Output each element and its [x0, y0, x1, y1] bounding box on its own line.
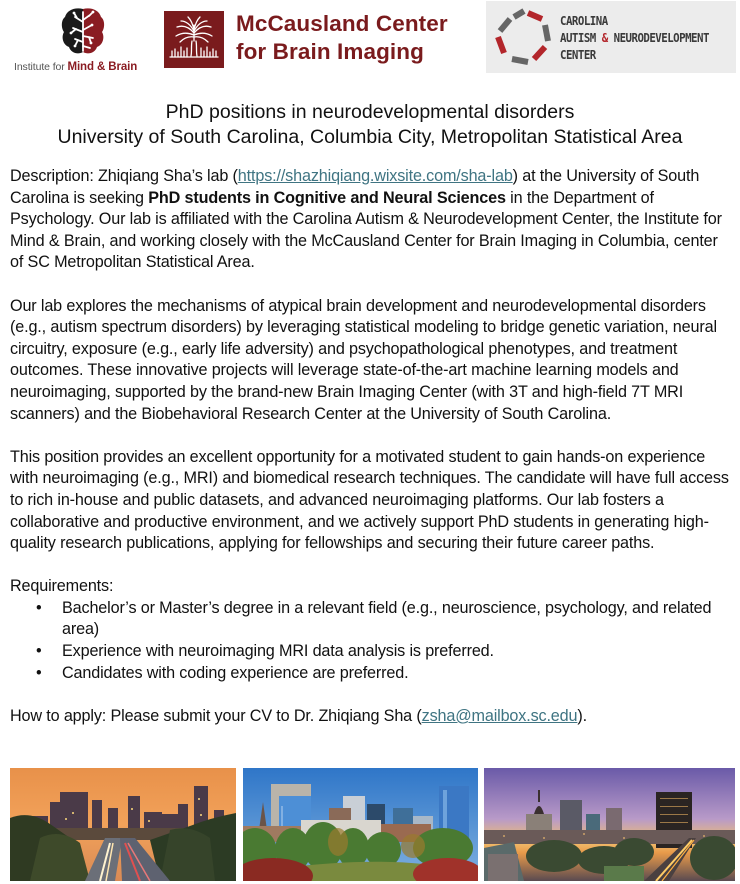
- opportunity-paragraph: This position provides an excellent opportunity for a motivated student to gain hands-on experience with neuroimaging (e.g., MRI) and biomedical research techniques. The candidate will have full access to rich in-house and public datasets, and advanced neuroimaging platforms. Our lab fosters a collaborative and productive environment, and we actively support PhD students in generating high-quality research publications, applying for fellowships and securing their future career paths.: [10, 447, 729, 553]
- title-line1: PhD positions in neurodevelopmental disorders: [165, 101, 575, 123]
- requirement-text: Candidates with coding experience are preferred.: [62, 663, 409, 682]
- email-link[interactable]: zsha@mailbox.sc.edu: [421, 706, 578, 725]
- document-body: [10, 166, 735, 749]
- lab-website-link[interactable]: https://shazhiqiang.wixsite.com/sha-lab: [237, 167, 513, 185]
- cand-line3: CENTER: [560, 47, 596, 62]
- requirement-text: Experience with neuroimaging MRI data analysis is preferred.: [62, 642, 494, 661]
- requirement-text: Bachelor’s or Master’s degree in a relevant field (e.g., neuroscience, psychology, and related area): [62, 598, 712, 639]
- bullet-icon: •: [36, 642, 42, 661]
- mccausland-center-logo: [164, 11, 474, 69]
- carolina-autism-wordmark: [560, 12, 709, 63]
- palmetto-tree-icon: [164, 11, 224, 68]
- mccausland-line1: McCausland Center: [236, 11, 448, 36]
- cand-line1: CAROLINA: [560, 13, 608, 28]
- institute-emphasis: Mind & Brain: [67, 61, 138, 73]
- photo-strip: [0, 768, 740, 882]
- bullet-icon: •: [36, 663, 42, 682]
- requirement-item: [10, 663, 735, 685]
- title-line2: University of South Carolina, Columbia City, Metropolitan Statistical Area: [57, 126, 683, 148]
- description-paragraph: [10, 166, 735, 274]
- apply-paragraph: [10, 706, 735, 728]
- description-prefix: Description: Zhiqiang Sha’s lab (: [10, 167, 238, 185]
- page-title: [0, 100, 740, 150]
- cand-line2-part1: AUTISM: [560, 30, 602, 45]
- research-paragraph: Our lab explores the mechanisms of atypical brain development and neurodevelopmental disorders (e.g., autism spectrum disorders) by leveraging statistical modeling to bridge genetic variation, neural circuitry, exposure (e.g., early life adversity) and psychopathological phenotypes, and treatment outcomes. These innovative projects will leverage state-of-the-art machine learning models and neuroimaging, supported by the brand-new Brain Imaging Center (with 3T and high-field 7T MRI scanners) and the Biobehavioral Research Center at the University of South Carolina.: [10, 296, 717, 423]
- photo-skyline-sunset: [10, 768, 236, 881]
- institute-mind-brain-wordmark: [14, 61, 137, 73]
- brain-icon: [60, 6, 106, 56]
- requirement-item: [10, 598, 735, 641]
- program-name: PhD students in Cognitive and Neural Sciences: [148, 188, 506, 207]
- carolina-autism-center-logo: [486, 1, 736, 73]
- requirement-item: [10, 641, 735, 663]
- description-middle: ) at the University of South Carolina is seeking: [10, 167, 700, 207]
- hexagon-arrows-icon: [492, 7, 552, 67]
- institute-mind-brain-logo: [10, 4, 155, 76]
- photo-statehouse-dusk: [484, 768, 735, 881]
- description-suffix: in the Department of Psychology. Our lab is affiliated with the Carolina Autism & Neurodevelopment Center, the Institute for Mind & Brain, and working closely with the McCausland Center for Brain Imaging in Columbia, center of SC Metropolitan Statistical Area.: [10, 188, 722, 272]
- cand-line2: [560, 29, 709, 46]
- photo-skyline-daytime: [243, 768, 478, 881]
- cand-ampersand: &: [601, 30, 608, 45]
- institute-prefix: Institute for: [14, 61, 68, 73]
- mccausland-line2: for Brain Imaging: [236, 39, 424, 64]
- apply-prefix: How to apply: Please submit your CV to Dr. Zhiqiang Sha (: [10, 706, 422, 725]
- logo-header: [0, 0, 740, 80]
- apply-suffix: ).: [577, 706, 587, 725]
- bullet-icon: •: [36, 598, 42, 617]
- requirements-list: [10, 598, 735, 684]
- requirements-heading: Requirements:: [10, 577, 114, 596]
- cand-line2-part2: NEURODEVELOPMENT: [607, 30, 709, 45]
